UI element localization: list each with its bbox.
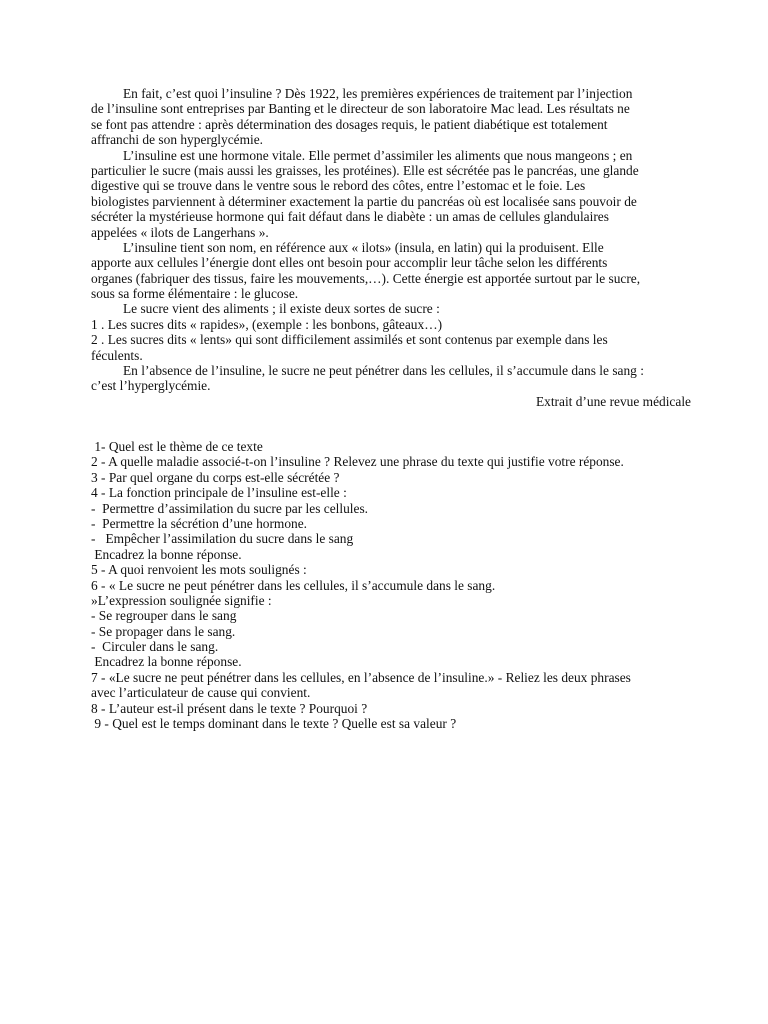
answer-option: - Permettre la sécrétion d’une hormone. [91, 515, 308, 531]
answer-option: - Permettre d’assimilation du sucre par les cellules. [91, 500, 369, 516]
article-line: appelées « ilots de Langerhans ». [91, 224, 269, 240]
article-line: L’insuline est une hormone vitale. Elle permet d’assimiler les aliments que nous mangeons ; en [123, 147, 633, 163]
question-line: 5 - A quoi renvoient les mots soulignés : [91, 562, 307, 578]
article-line: se font pas attendre : après détermination des dosages requis, le patient diabétique est totalement [91, 116, 608, 132]
article-line: c’est l’hyperglycémie. [91, 378, 211, 394]
article-source: Extrait d’une revue médicale [535, 393, 691, 409]
questions-list [91, 439, 691, 731]
article-line: sous sa forme élémentaire : le glucose. [91, 286, 299, 302]
question-line: 2 - A quelle maladie associé-t-on l’insuline ? Relevez une phrase du texte qui justifie votre réponse. [91, 454, 624, 470]
question-line: 8 - L’auteur est-il présent dans le texte ? Pourquoi ? [91, 700, 368, 716]
article-line: digestive qui se trouve dans le ventre sous le rebord des côtes, entre l’estomac et le foie. Les [91, 178, 586, 194]
answer-option: - Se regrouper dans le sang [91, 608, 237, 624]
instruction-line: Encadrez la bonne réponse. [91, 546, 242, 562]
question-line: 6 - « Le sucre ne peut pénétrer dans les cellules, il s’accumule dans le sang. [91, 577, 496, 593]
article-text [91, 86, 691, 409]
article-line: organes (fabriquer des tissus, faire les mouvements,…). Cette énergie est apportée surtout par le sucre, [91, 270, 641, 286]
question-line: »L’expression soulignée signifie : [91, 592, 272, 608]
article-line: L’insuline tient son nom, en référence aux « ilots» (insula, en latin) qui la produisent. Elle [123, 239, 604, 255]
article-line: Le sucre vient des aliments ; il existe deux sortes de sucre : [123, 301, 440, 317]
answer-option: - Se propager dans le sang. [91, 623, 236, 639]
instruction-line: Encadrez la bonne réponse. [91, 654, 242, 670]
article-line: féculents. [91, 347, 143, 363]
question-line: avec l’articulateur de cause qui convient. [91, 685, 311, 701]
article-line: affranchi de son hyperglycémie. [91, 132, 264, 148]
article-line: de l’insuline sont entreprises par Banting et le directeur de son laboratoire Mac lead. Les résultats ne [91, 101, 630, 117]
question-line: 9 - Quel est le temps dominant dans le texte ? Quelle est sa valeur ? [91, 716, 457, 732]
article-line: En l’absence de l’insuline, le sucre ne peut pénétrer dans les cellules, il s’accumule dans le sang : [123, 363, 644, 379]
answer-option: - Empêcher l’assimilation du sucre dans le sang [91, 531, 354, 547]
article-line: 2 . Les sucres dits « lents» qui sont difficilement assimilés et sont contenus par exemple dans les [91, 332, 608, 348]
question-line: 4 - La fonction principale de l’insuline est-elle : [91, 485, 347, 501]
article-line: biologistes parviennent à déterminer exactement la partie du pancréas où est localisée sans pouvoir de [91, 193, 637, 209]
question-line: 7 - «Le sucre ne peut pénétrer dans les cellules, en l’absence de l’insuline.» - Reliez les deux phrases [91, 669, 631, 685]
question-line: 3 - Par quel organe du corps est-elle sécrétée ? [91, 469, 340, 485]
question-line: 1- Quel est le thème de ce texte [91, 439, 263, 454]
article-line: sécréter la mystérieuse hormone qui fait défaut dans le diabète : un amas de cellules glandulaires [91, 209, 609, 225]
article-line: apporte aux cellules l’énergie dont elles ont besoin pour accomplir leur tâche selon les différents [91, 255, 608, 271]
answer-option: - Circuler dans le sang. [91, 639, 219, 655]
article-line: 1 . Les sucres dits « rapides», (exemple : les bonbons, gâteaux…) [91, 316, 443, 332]
article-line: particulier le sucre (mais aussi les graisses, les protéines). Elle est sécrétée pas le pancréas, une glande [91, 162, 639, 178]
article-line: En fait, c’est quoi l’insuline ? Dès 1922, les premières expériences de traitement par l’injection [123, 86, 633, 101]
